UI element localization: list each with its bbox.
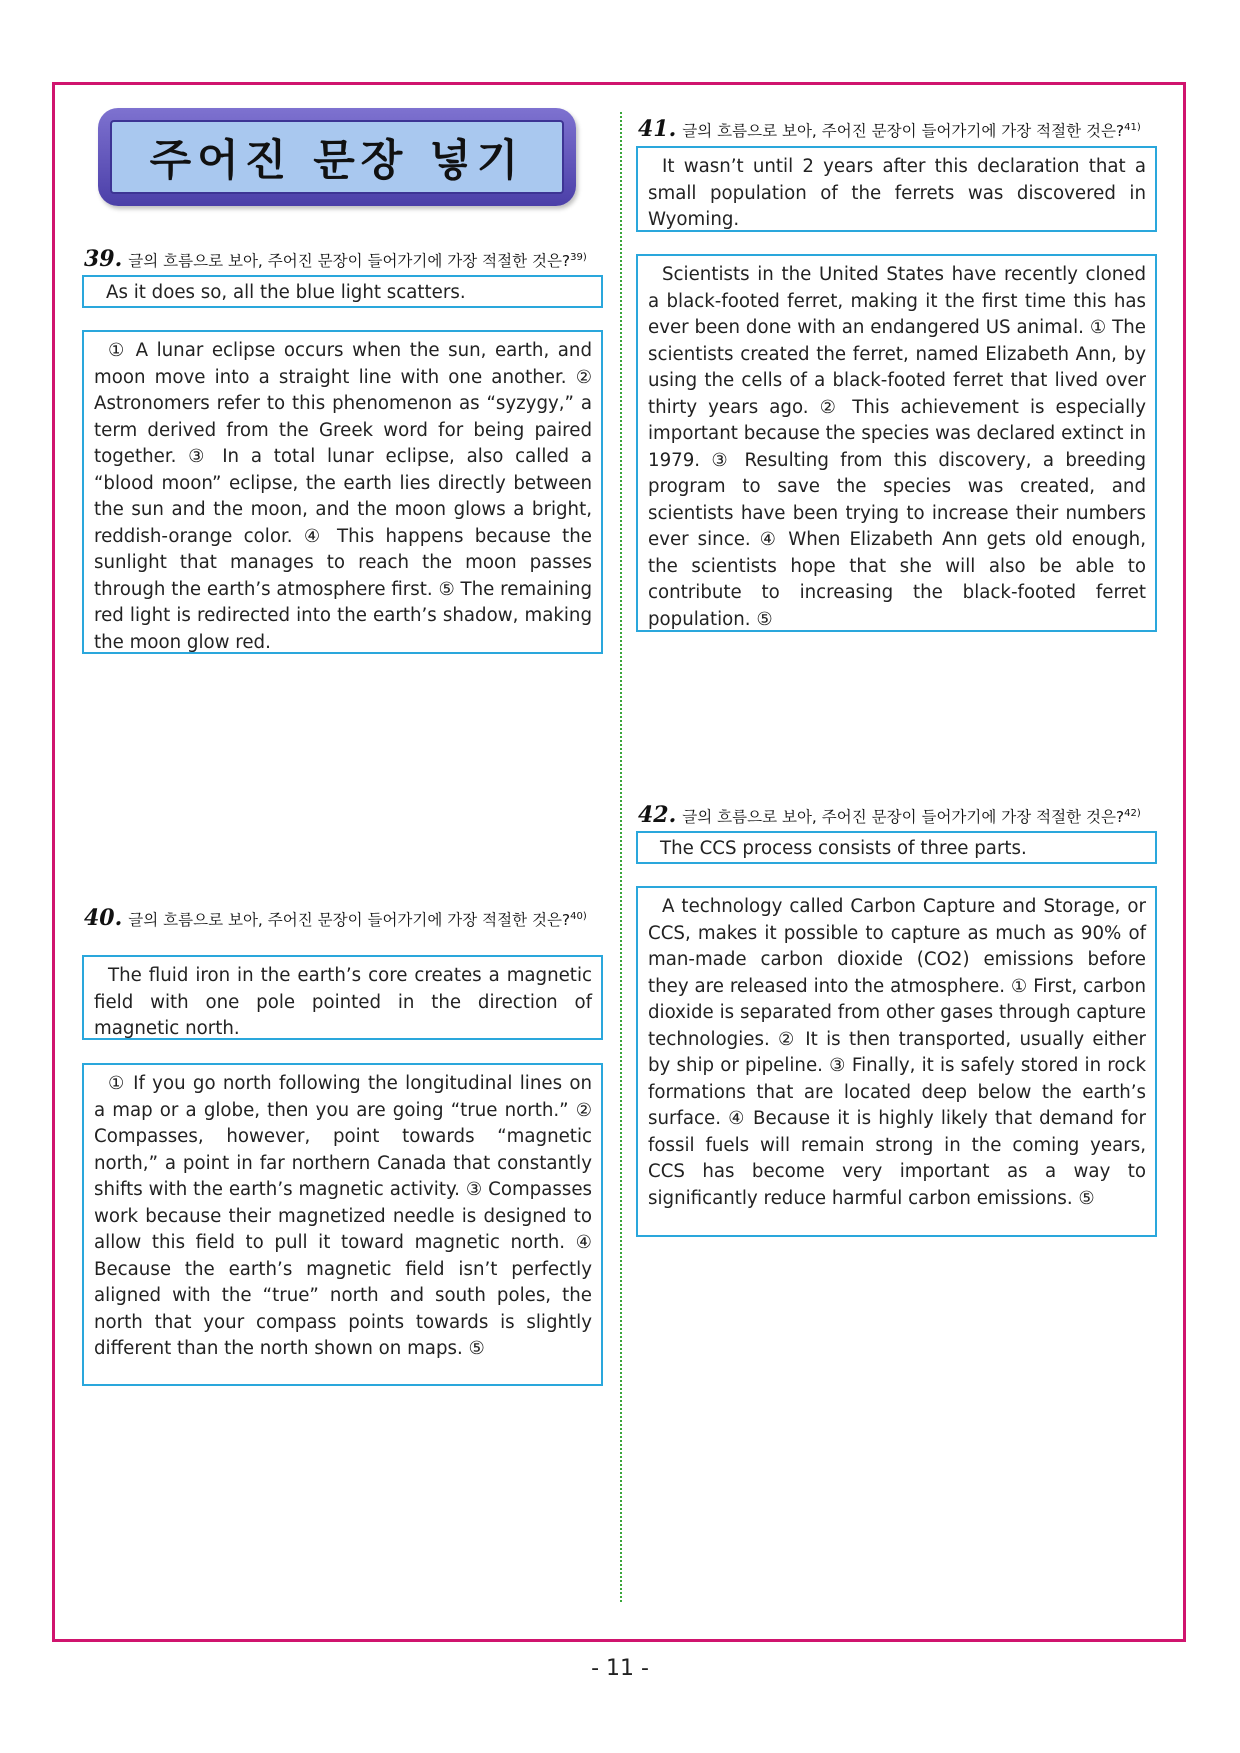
- question-42-heading: [638, 802, 1141, 828]
- question-instruction: 글의 흐름으로 보아, 주어진 문장이 들어가기에 가장 적절한 것은?: [682, 808, 1125, 826]
- question-number: 41.: [638, 116, 677, 142]
- question-40-heading: [84, 906, 604, 931]
- question-39-passage: [82, 330, 603, 654]
- question-instruction: 글의 흐름으로 보아, 주어진 문장이 들어가기에 가장 적절한 것은?: [128, 911, 571, 930]
- given-text: The fluid iron in the earth’s core creates a magnetic field with one pole pointed in the direction of magnetic north.: [94, 965, 592, 1039]
- passage-text: Scientists in the United States have recently cloned a black-footed ferret, making it the first time this has ever been done with an endangered US animal. ① The scientists created the ferret, named Elizabeth Ann, by using the cells of a black-footed ferret that lived over thirty years ago. ② This achievement is especially important because the species was declared extinct in 1979. ③ Resulting from this discovery, a breeding program to save the species was created, and scientists have been trying to increase their numbers ever since. ④ When Elizabeth Ann gets old enough, the scientists hope that she will also be able to contribute to increasing the black-footed ferret population. ⑤: [648, 264, 1146, 630]
- question-number: 42.: [638, 802, 677, 828]
- question-40-passage: [82, 1063, 603, 1386]
- footnote-mark: 40): [570, 911, 587, 922]
- question-41-heading: [638, 116, 1141, 142]
- question-instruction: 글의 흐름으로 보아, 주어진 문장이 들어가기에 가장 적절한 것은?: [128, 252, 571, 270]
- question-41-passage: [636, 254, 1157, 632]
- question-39-given-sentence: As it does so, all the blue light scatters.: [82, 275, 603, 308]
- footnote-mark: 39): [570, 251, 587, 263]
- passage-text: ① If you go north following the longitudinal lines on a map or a globe, then you are going “true north.” ② Compasses, however, point towards “magnetic north,” a point in far northern Canada that constantly shifts with the earth’s magnetic activity. ③ Compasses work because their magnetized needle is designed to allow this field to pull it toward magnetic north. ④ Because the earth’s magnetic field isn’t perfectly aligned with the “true” north and south poles, the north that your compass points towards is slightly different than the north shown on maps. ⑤: [94, 1073, 592, 1359]
- question-40-given-sentence: [82, 955, 603, 1040]
- question-number: 40.: [84, 905, 123, 932]
- question-number: 39.: [84, 246, 123, 272]
- column-divider: [620, 112, 622, 1602]
- question-41-given-sentence: [636, 146, 1157, 232]
- section-title: 주어진 문장 넣기: [110, 120, 564, 194]
- question-42-passage: [636, 886, 1157, 1237]
- passage-text: A technology called Carbon Capture and Storage, or CCS, makes it possible to capture as much as 90% of man-made carbon dioxide (CO2) emissions before they are released into the atmosphere. ① First, carbon dioxide is separated from other gases through capture technologies. ② It is then transported, usually either by ship or pipeline. ③ Finally, it is safely stored in rock formations that are located deep below the earth’s surface. ④ Because it is highly likely that demand for fossil fuels will remain strong in the coming years, CCS has become very important as a way to significantly reduce harmful carbon emissions. ⑤: [648, 896, 1146, 1209]
- given-text: It wasn’t until 2 years after this declaration that a small population of the ferrets was discovered in Wyoming.: [648, 156, 1146, 230]
- question-42-given-sentence: The CCS process consists of three parts.: [636, 831, 1157, 864]
- footnote-mark: 42): [1124, 807, 1141, 819]
- question-39-heading: [84, 246, 587, 272]
- passage-text: ① A lunar eclipse occurs when the sun, earth, and moon move into a straight line with one another. ② Astronomers refer to this phenomenon as “syzygy,” a term derived from the Greek word for being paired together. ③ In a total lunar eclipse, also called a “blood moon” eclipse, the earth lies directly between the sun and the moon, and the moon glows a bright, reddish-orange color. ④ This happens because the sunlight that manages to reach the moon passes through the earth’s atmosphere first. ⑤ The remaining red light is redirected into the earth’s shadow, making the moon glow red.: [94, 340, 592, 653]
- footnote-mark: 41): [1124, 121, 1141, 133]
- question-instruction: 글의 흐름으로 보아, 주어진 문장이 들어가기에 가장 적절한 것은?: [682, 122, 1125, 140]
- page-number: - 11 -: [591, 1656, 649, 1681]
- section-title-banner: [98, 108, 576, 206]
